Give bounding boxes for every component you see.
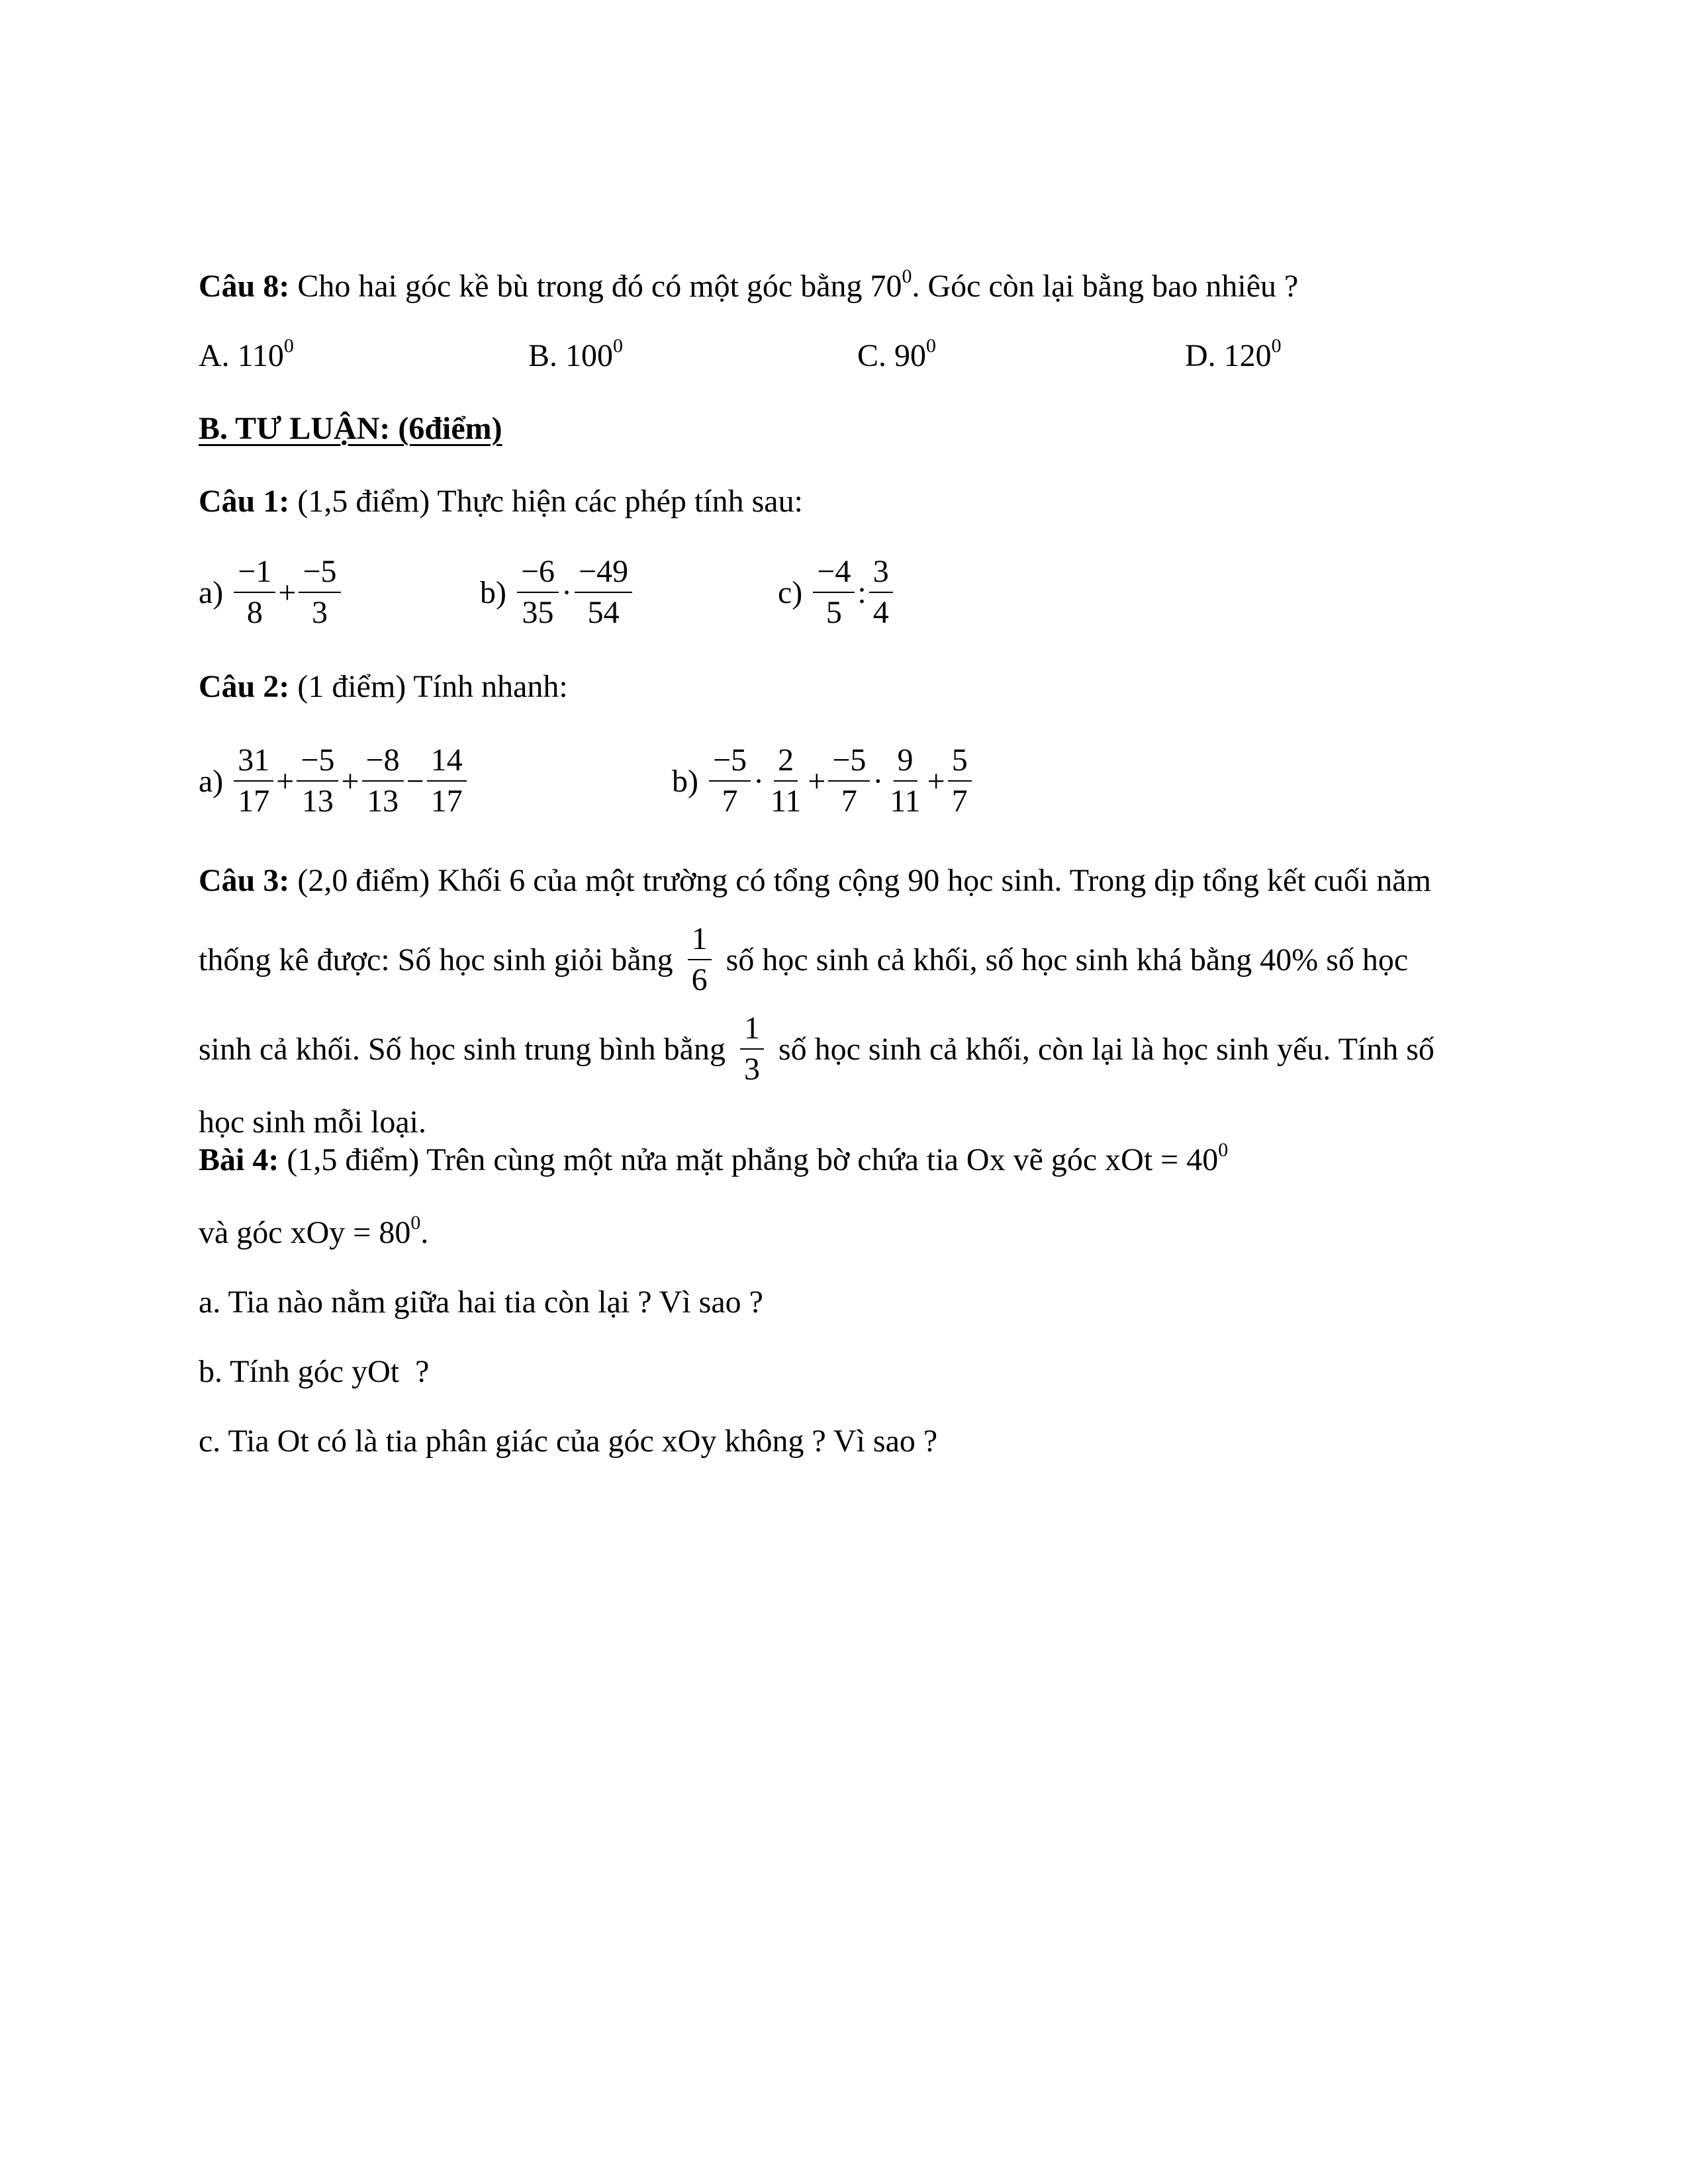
question-3-line-2 (199, 917, 1496, 1003)
operator: · (753, 763, 765, 799)
option-b-sup: 0 (613, 335, 624, 357)
denominator: 11 (771, 784, 802, 819)
operator: · (561, 574, 573, 610)
numerator: 1 (740, 1013, 764, 1050)
operator: + (341, 763, 359, 799)
denominator: 17 (238, 784, 270, 819)
option-d-text: D. 120 (1185, 338, 1272, 373)
numerator: 9 (894, 745, 917, 782)
numerator: −4 (813, 556, 855, 593)
problem-4-b-text: b. Tính góc yOt ? (199, 1354, 430, 1389)
question-8 (199, 265, 1299, 304)
question-8-text: Cho hai góc kề bù trong đó có một góc bằng 70 (297, 269, 902, 304)
expression-2a (199, 745, 468, 817)
option-a-text: A. 110 (199, 338, 284, 373)
fraction (362, 745, 404, 817)
numerator: −1 (234, 556, 275, 593)
denominator: 6 (691, 962, 708, 997)
operator: + (276, 763, 295, 799)
operator: + (808, 763, 826, 799)
problem-4-a-text: a. Tia nào nằm giữa hai tia còn lại ? Vì sao ? (199, 1285, 763, 1320)
denominator: 13 (301, 784, 334, 819)
option-b-text: B. 100 (528, 338, 614, 373)
question-2-text: (1 điểm) Tính nhanh: (289, 669, 568, 704)
question-3-text: số học sinh cả khối, số học sinh khá bằng 40% số học (726, 942, 1409, 978)
numerator: −5 (709, 745, 751, 782)
denominator: 7 (841, 784, 857, 819)
numerator: −6 (517, 556, 559, 593)
fraction-one-sixth (688, 923, 712, 996)
fraction (813, 556, 855, 629)
degree-sup: 0 (902, 265, 912, 287)
question-2-expressions (199, 745, 1496, 831)
problem-4-text: (1,5 điểm) Trên cùng một nửa mặt phẳng bờ chứa tia Ox vẽ góc xOt = 40 (279, 1142, 1219, 1177)
problem-4-line-2 (199, 1214, 428, 1251)
expression-label: a) (199, 763, 224, 799)
problem-4-text: và góc xOy = 80 (199, 1215, 411, 1250)
denominator: 3 (311, 595, 328, 630)
question-1-expressions (199, 556, 1496, 642)
question-3-text: sinh cả khối. Số học sinh trung bình bằng (199, 1031, 726, 1067)
numerator: −5 (828, 745, 870, 782)
question-3-line-1 (199, 857, 1496, 903)
problem-4 (199, 1139, 1229, 1178)
option-a-sup: 0 (283, 335, 294, 357)
expression-1b (480, 556, 633, 629)
expression-1a (199, 556, 342, 629)
question-3 (199, 857, 1496, 1145)
numerator: 14 (427, 745, 467, 782)
numerator: 2 (774, 745, 798, 782)
option-d (1185, 335, 1282, 374)
expression-label: b) (672, 763, 698, 799)
denominator: 7 (951, 784, 968, 819)
fraction (828, 745, 870, 817)
numerator: 5 (948, 745, 972, 782)
question-3-text: số học sinh cả khối, còn lại là học sinh yếu. Tính số (778, 1031, 1434, 1067)
fraction (709, 745, 751, 817)
fraction (869, 556, 893, 629)
numerator: −8 (362, 745, 404, 782)
denominator: 7 (722, 784, 738, 819)
section-b-title (199, 410, 502, 447)
numerator: 31 (234, 745, 273, 782)
operator: + (278, 574, 297, 610)
numerator: −5 (299, 556, 340, 593)
problem-4-part-a (199, 1284, 763, 1320)
question-1-text: (1,5 điểm) Thực hiện các phép tính sau: (289, 484, 803, 519)
degree-sup: 0 (1218, 1139, 1229, 1161)
section-b-title-text: B. TƯ LUẬN: (6điểm) (199, 411, 502, 446)
fraction (234, 556, 275, 629)
question-8-label: Câu 8: (199, 269, 290, 304)
question-3-text: thống kê được: Số học sinh giỏi bằng (199, 942, 673, 978)
option-c (857, 335, 937, 374)
question-8-options (199, 335, 1496, 384)
question-2-label: Câu 2: (199, 669, 290, 704)
denominator: 17 (430, 784, 463, 819)
expression-1c (778, 556, 894, 629)
question-3-label: Câu 3: (199, 862, 290, 898)
fraction (767, 745, 805, 817)
denominator: 3 (743, 1052, 760, 1087)
fraction (517, 556, 559, 629)
fraction (299, 556, 340, 629)
expression-label: c) (778, 574, 803, 610)
numerator: 1 (688, 923, 712, 960)
question-3-line-4 (199, 1099, 1496, 1145)
problem-4-c-text: c. Tia Ot có là tia phân giác của góc xOy không ? Vì sao ? (199, 1424, 938, 1459)
question-3-text: học sinh mỗi loại. (199, 1104, 426, 1140)
operator: + (927, 763, 945, 799)
option-c-text: C. 90 (857, 338, 927, 373)
problem-4-part-b (199, 1353, 429, 1390)
problem-4-part-c (199, 1423, 937, 1459)
numerator: −49 (575, 556, 632, 593)
operator: − (406, 763, 424, 799)
problem-4-text-end: . (420, 1215, 429, 1250)
option-d-sup: 0 (1271, 335, 1282, 357)
option-a (199, 335, 294, 374)
question-1-label: Câu 1: (199, 484, 290, 519)
operator: · (872, 763, 884, 799)
denominator: 8 (246, 595, 263, 630)
fraction (948, 745, 972, 817)
denominator: 11 (890, 784, 921, 819)
numerator: 3 (869, 556, 893, 593)
expression-2b (672, 745, 973, 817)
expression-label: a) (199, 574, 224, 610)
denominator: 5 (825, 595, 842, 630)
fraction (297, 745, 338, 817)
question-8-text-end: . Góc còn lại bằng bao nhiêu ? (912, 269, 1299, 304)
fraction (886, 745, 924, 817)
operator: : (857, 574, 867, 610)
question-1 (199, 483, 803, 520)
question-3-line-3 (199, 1006, 1496, 1092)
fraction (575, 556, 632, 629)
denominator: 13 (367, 784, 399, 819)
question-2 (199, 668, 568, 705)
degree-sup: 0 (410, 1212, 421, 1234)
denominator: 35 (522, 595, 554, 630)
numerator: −5 (297, 745, 338, 782)
problem-4-label: Bài 4: (199, 1142, 279, 1177)
denominator: 54 (587, 595, 620, 630)
option-b (528, 335, 624, 374)
fraction (234, 745, 273, 817)
fraction (427, 745, 467, 817)
fraction-one-third (740, 1013, 764, 1085)
question-3-text: (2,0 điểm) Khối 6 của một trường có tổng cộng 90 học sinh. Trong dịp tổng kết cuối năm (289, 862, 1431, 898)
expression-label: b) (480, 574, 506, 610)
option-c-sup: 0 (926, 335, 937, 357)
denominator: 4 (872, 595, 889, 630)
